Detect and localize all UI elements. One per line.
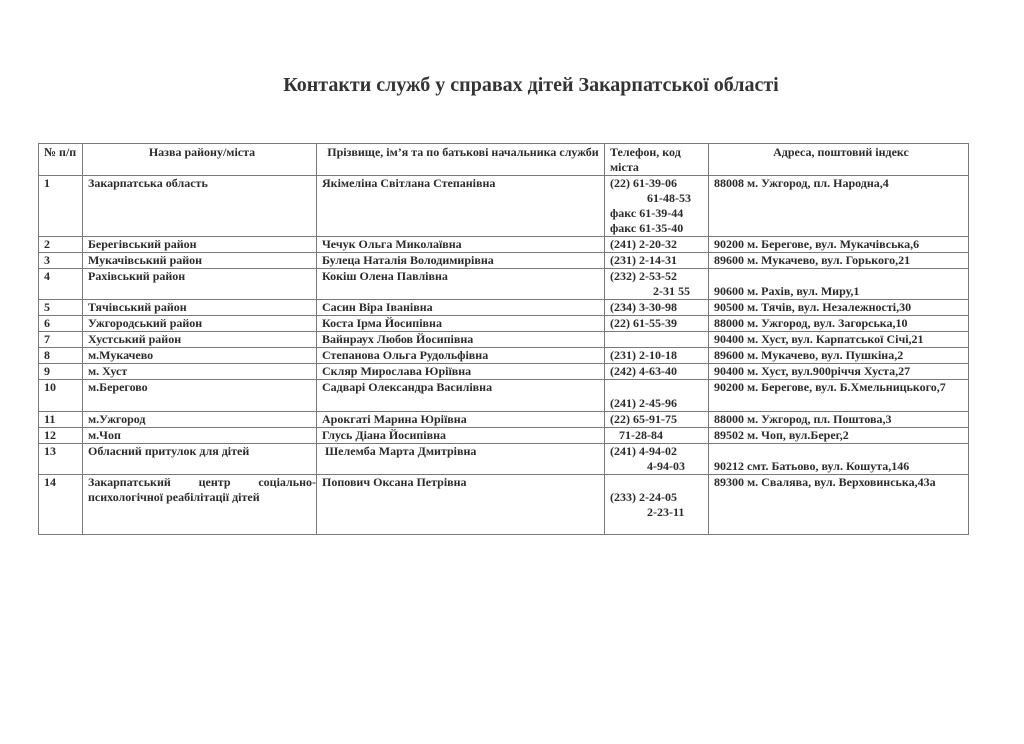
row-head: Степанова Ольга Рудольфівна [317,348,605,364]
row-name: Закарпатська область [83,176,317,237]
table-row [39,364,969,380]
phone-line: (241) 4-94-02 [610,444,677,458]
phone-line: 61-48-53 [647,191,691,205]
document-title: Контакти служб у справах дітей Закарпатської області [283,74,779,96]
row-num: 12 [39,428,83,444]
table-row [39,237,969,253]
table-row [39,300,969,316]
row-address: 88008 м. Ужгород, пл. Народна,4 [709,176,969,237]
row-head: Глусь Діана Йосипівна [317,428,605,444]
table-row [39,475,969,535]
table-row [39,348,969,364]
table-row [39,253,969,269]
row-address: 88000 м. Ужгород, вул. Загорська,10 [709,316,969,332]
header-phone: Телефон, код міста [605,144,709,176]
row-name: м.Мукачево [83,348,317,364]
row-phone [605,176,709,237]
row-address: 88000 м. Ужгород, пл. Поштова,3 [709,412,969,428]
row-phone [605,332,709,348]
row-num: 11 [39,412,83,428]
row-name: Хустський район [83,332,317,348]
row-num: 6 [39,316,83,332]
row-address: 90600 м. Рахів, вул. Миру,1 [709,269,969,300]
row-address: 90500 м. Тячів, вул. Незалежності,30 [709,300,969,316]
row-name: Берегівський район [83,237,317,253]
phone-line: 2-23-11 [647,505,685,519]
row-num: 7 [39,332,83,348]
row-head: Арокгаті Марина Юріївна [317,412,605,428]
table-row [39,428,969,444]
header-head: Прізвище, ім’я та по батькові начальника служби [317,144,605,176]
table-row [39,269,969,300]
table-row [39,444,969,475]
row-head: Сасин Віра Іванівна [317,300,605,316]
row-phone: (234) 3-30-98 [605,300,709,316]
row-phone: (241) 2-45-96 [605,380,709,412]
row-head: Чечук Ольга Миколаївна [317,237,605,253]
fax-line: факс 61-35-40 [610,221,684,235]
row-num: 10 [39,380,83,412]
row-address: 90200 м. Берегове, вул. Мукачівська,6 [709,237,969,253]
phone-line: (22) 61-39-06 [610,176,677,190]
table-header-row [39,144,969,176]
row-head: Попович Оксана Петрівна [317,475,605,535]
row-name: м.Чоп [83,428,317,444]
row-phone: (231) 2-14-31 [605,253,709,269]
row-phone: (242) 4-63-40 [605,364,709,380]
row-head: Вайнраух Любов Йосипівна [317,332,605,348]
row-phone [605,475,709,535]
row-name: Ужгородський район [83,316,317,332]
phone-line: 2-31 55 [653,284,690,298]
fax-line: факс 61-39-44 [610,206,684,220]
header-address: Адреса, поштовий індекс [709,144,969,176]
row-name: Рахівський район [83,269,317,300]
table-row [39,380,969,412]
row-num: 3 [39,253,83,269]
row-phone [605,269,709,300]
row-address: 89600 м. Мукачево, вул. Пушкіна,2 [709,348,969,364]
row-phone: (22) 61-55-39 [605,316,709,332]
row-phone [605,444,709,475]
table-row [39,332,969,348]
table-row [39,412,969,428]
row-num: 1 [39,176,83,237]
header-name: Назва району/міста [83,144,317,176]
row-num: 14 [39,475,83,535]
row-name: Обласний притулок для дітей [83,444,317,475]
row-head: Булеца Наталія Володимирівна [317,253,605,269]
row-phone: (22) 65-91-75 [605,412,709,428]
header-num: № п/п [39,144,83,176]
row-head: Скляр Мирослава Юріївна [317,364,605,380]
row-address: 89300 м. Свалява, вул. Верховинська,43а [709,475,969,535]
row-address: 89502 м. Чоп, вул.Берег,2 [709,428,969,444]
row-name: м.Берегово [83,380,317,412]
table-row [39,316,969,332]
phone-line: 4-94-03 [647,459,685,473]
row-num: 8 [39,348,83,364]
row-address: 90212 смт. Батьово, вул. Кошута,146 [709,444,969,475]
row-num: 5 [39,300,83,316]
row-num: 13 [39,444,83,475]
row-phone: 71-28-84 [605,428,709,444]
row-name: м.Ужгород [83,412,317,428]
phone-line: (232) 2-53-52 [610,269,677,283]
table-row [39,176,969,237]
row-name: Мукачівський район [83,253,317,269]
row-num: 9 [39,364,83,380]
row-address: 89600 м. Мукачево, вул. Горького,21 [709,253,969,269]
row-address: 90400 м. Хуст, вул. Карпатської Січі,21 [709,332,969,348]
row-name: Тячівський район [83,300,317,316]
row-num: 2 [39,237,83,253]
row-head: Коста Ірма Йосипівна [317,316,605,332]
phone-line: (233) 2-24-05 [610,490,677,504]
row-phone: (241) 2-20-32 [605,237,709,253]
row-head: Садварі Олександра Василівна [317,380,605,412]
row-name: Закарпатський центр соціально-психологічної реабілітації дітей [83,475,317,535]
row-num: 4 [39,269,83,300]
contacts-table [38,143,969,535]
row-name: м. Хуст [83,364,317,380]
row-head: Шелемба Марта Дмитрівна [317,444,605,475]
row-head: Кокіш Олена Павлівна [317,269,605,300]
row-address: 90200 м. Берегове, вул. Б.Хмельницького,7 [709,380,969,412]
row-head: Якімеліна Світлана Степанівна [317,176,605,237]
row-address: 90400 м. Хуст, вул.900річчя Хуста,27 [709,364,969,380]
row-phone: (231) 2-10-18 [605,348,709,364]
